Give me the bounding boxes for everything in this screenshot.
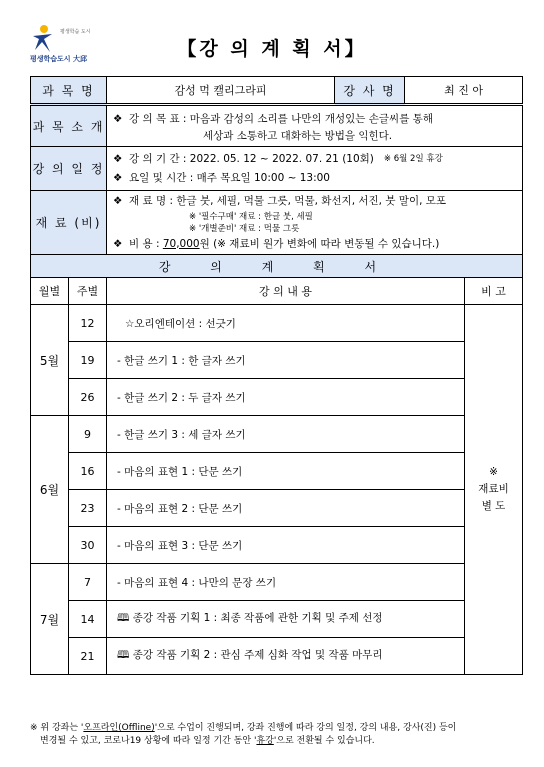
week-content: - 한글 쓰기 3 : 세 글자 쓰기: [107, 416, 465, 453]
table-row: [31, 305, 523, 342]
logo-tagline: 평생학습 도시: [60, 29, 91, 35]
offline-text: 오프라인(Offline): [83, 723, 155, 733]
week-content: - 한글 쓰기 1 : 한 글자 쓰기: [107, 342, 465, 379]
materials-content: ❖ 재 료 명 : 한글 붓, 세필, 먹물 그릇, 먹물, 화선지, 서진, 붓 말이, 모포 ※ '필수구매' 재료 : 한글 붓, 세필 ※ '개별준비' 재료 : 먹물 그릇 ❖ 비 용 : 70,000원 (※ 재료비 원가 변화에 따라 변동될 수 있습니다.): [107, 191, 523, 255]
week-content: - 마음의 표현 2 : 단문 쓰기: [107, 490, 465, 527]
week-number: 7: [69, 564, 107, 601]
schedule-label: 강 의 일 정: [31, 147, 107, 191]
table-row: [31, 638, 523, 675]
week-number: 16: [69, 453, 107, 490]
table-row: [31, 490, 523, 527]
week-number: 21: [69, 638, 107, 675]
materials-label: 재 료 (비): [31, 191, 107, 255]
table-row: [31, 564, 523, 601]
course-name-value: 감성 먹 캘리그라피: [107, 77, 335, 105]
week-content: 🕮 종강 작품 기획 2 : 관심 주제 심화 작업 및 작품 마무리: [107, 638, 465, 675]
syllabus-table: [30, 76, 523, 675]
table-row: [31, 342, 523, 379]
week-number: 23: [69, 490, 107, 527]
cost-value: 70,000: [162, 237, 200, 250]
col-note: 비 고: [465, 278, 523, 305]
week-content: 🕮 종강 작품 기획 1 : 최종 작품에 관한 기획 및 주제 선정: [107, 601, 465, 638]
note-cell: ※ 재료비 별 도: [465, 305, 523, 675]
footnote: ※ 위 강좌는 '오프라인(Offline)'으로 수업이 진행되며, 강좌 진행에 따라 강의 일정, 강의 내용, 강사(진) 등이 변경될 수 있고, 코로나19 상황에 따라 일정 기간 동안 '휴강'으로 전환될 수 있습니다.: [30, 723, 457, 746]
week-content: ☆오리엔테이션 : 선긋기: [107, 305, 465, 342]
table-row: [31, 527, 523, 564]
week-content: - 마음의 표현 4 : 나만의 문장 쓰기: [107, 564, 465, 601]
week-number: 9: [69, 416, 107, 453]
week-content: - 마음의 표현 1 : 단문 쓰기: [107, 453, 465, 490]
week-number: 12: [69, 305, 107, 342]
schedule-content: ❖ 강 의 기 간 : 2022. 05. 12 ~ 2022. 07. 21 (10회) ※ 6월 2일 휴강 ❖ 요일 및 시간 : 매주 목요일 10:00 ~ 13:00: [107, 147, 523, 191]
intro-label: 과 목 소 개: [31, 105, 107, 147]
table-row: [31, 416, 523, 453]
week-number: 19: [69, 342, 107, 379]
instructor-value: 최 진 아: [405, 77, 523, 105]
col-content: 강 의 내 용: [107, 278, 465, 305]
instructor-label: 강 사 명: [335, 77, 405, 105]
intro-content: ❖ 강 의 목 표 : 마음과 감성의 소리를 나만의 개성있는 손글씨를 통해 세상과 소통하고 대화하는 방법을 익힌다.: [107, 105, 523, 147]
logo-name: 평생학습도시 大邱: [30, 55, 88, 63]
table-row: [31, 453, 523, 490]
week-number: 14: [69, 601, 107, 638]
month-may: 5월: [31, 305, 69, 416]
month-june: 6월: [31, 416, 69, 564]
col-week: 주별: [69, 278, 107, 305]
week-number: 30: [69, 527, 107, 564]
page-title: 【강 의 계 획 서】: [177, 38, 367, 60]
table-row: [31, 601, 523, 638]
plan-section-title: 강 의 계 획 서: [31, 255, 523, 278]
week-content: - 한글 쓰기 2 : 두 글자 쓰기: [107, 379, 465, 416]
week-content: - 마음의 표현 3 : 단문 쓰기: [107, 527, 465, 564]
course-name-label: 과 목 명: [31, 77, 107, 105]
rest-text: 휴강: [256, 736, 274, 746]
week-number: 26: [69, 379, 107, 416]
table-row: [31, 379, 523, 416]
month-july: 7월: [31, 564, 69, 675]
col-month: 월별: [31, 278, 69, 305]
